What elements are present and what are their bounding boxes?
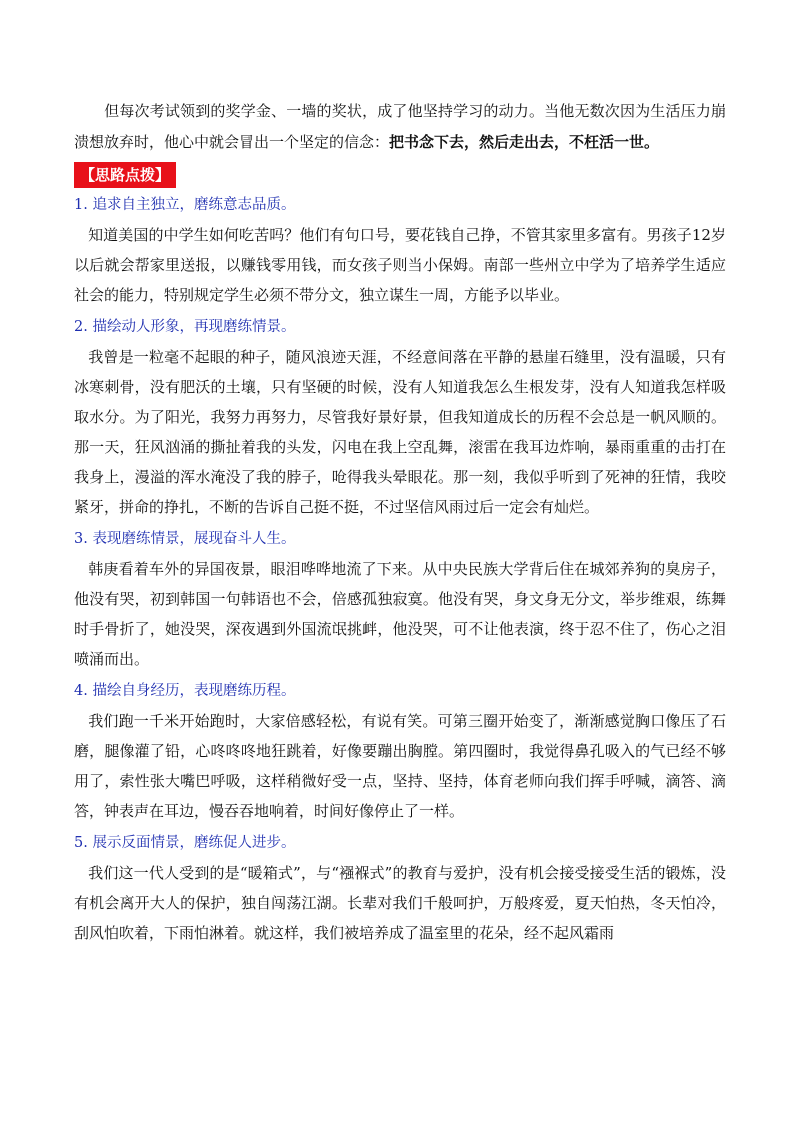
- section-2: [74, 312, 726, 522]
- section-1: [74, 190, 726, 310]
- section-body-text: 韩庚看着车外的异国夜景，眼泪哗哗地流了下来。从中央民族大学背后住在城郊养狗的臭房子，他没有哭，初到韩国一句韩语也不会，倍感孤独寂寞。他没有哭，身文身无分文，举步维艰，练舞时手骨折了，她没哭，深夜遇到外国流氓挑衅，他没哭，可不让他表演，终于忍不住了，伤心之泪喷涌而出。: [74, 560, 726, 668]
- section-body: [74, 858, 726, 948]
- section-heading: 2. 描绘动人形象，再现磨练情景。: [74, 319, 296, 335]
- section-body: [74, 706, 726, 826]
- section-body: [74, 342, 726, 522]
- tag-row: [74, 158, 726, 188]
- section-heading: 5. 展示反面情景，磨练促人进步。: [74, 835, 296, 851]
- section-body-text: 我们这一代人受到的是“暖箱式”，与“襁褓式”的教育与爱护，没有机会接受接受生活的锻炼，没有机会离开大人的保护，独自闯荡江湖。长辈对我们千般呵护，万般疼爱，夏天怕热，冬天怕冷，刮风怕吹着，下雨怕淋着。就这样，我们被培养成了温室里的花朵，经不起风霜雨: [74, 864, 726, 942]
- intro-text: 但每次考试领到的奖学金、一墙的奖状，成了他坚持学习的动力。当他无数次因为生活压力崩溃想放弃时，他心中就会冒出一个坚定的信念：: [74, 102, 726, 151]
- section-body-text: 我曾是一粒毫不起眼的种子，随风浪迹天涯，不经意间落在平静的悬崖石缝里，没有温暖，只有冰寒刺骨，没有肥沃的土壤，只有坚硬的时候，没有人知道我怎么生根发芽，没有人知道我怎样吸取水分。为了阳光，我努力再努力，尽管我好景好景，但我知道成长的历程不会总是一帆风顺的。那一天，狂风汹涌的撕扯着我的头发，闪电在我上空乱舞，滚雷在我耳边炸响，暴雨重重的击打在我身上，漫溢的浑水淹没了我的脖子，呛得我头晕眼花。那一刻，我似乎听到了死神的狂情，我咬紧牙，拼命的挣扎，不断的告诉自己挺不挺，不过坚信风雨过后一定会有灿烂。: [74, 348, 726, 516]
- section-tag: 【思路点拨】: [74, 162, 176, 188]
- section-body: [74, 554, 726, 674]
- section-heading: 4. 描绘自身经历，表现磨练历程。: [74, 683, 296, 699]
- intro-paragraph: [74, 96, 726, 158]
- intro-bold-text: 把书念下去，然后走出去，不枉活一世。: [389, 133, 660, 151]
- section-body-text: 知道美国的中学生如何吃苦吗？他们有句口号，要花钱自己挣，不管其家里多富有。男孩子12岁以后就会帮家里送报，以赚钱零用钱，而女孩子则当小保姆。南部一些州立中学为了培养学生适应社会的能力，特别规定学生必须不带分文，独立谋生一周，方能予以毕业。: [74, 226, 726, 304]
- section-heading: 3. 表现磨练情景，展现奋斗人生。: [74, 531, 296, 547]
- section-heading: 1. 追求自主独立，磨练意志品质。: [74, 197, 296, 213]
- page-content: [74, 96, 726, 948]
- section-body-text: 我们跑一千米开始跑时，大家倍感轻松，有说有笑。可第三圈开始变了，渐渐感觉胸口像压了石磨，腿像灌了铅，心咚咚咚地狂跳着，好像要蹦出胸膛。第四圈时，我觉得鼻孔吸入的气已经不够用了，索性张大嘴巴呼吸，这样稍微好受一点，坚持、坚持，体育老师向我们挥手呼喊，滴答、滴答，钟表声在耳边，慢吞吞地响着，时间好像停止了一样。: [74, 712, 726, 820]
- section-body: [74, 220, 726, 310]
- section-4: [74, 676, 726, 826]
- section-3: [74, 524, 726, 674]
- section-5: [74, 828, 726, 948]
